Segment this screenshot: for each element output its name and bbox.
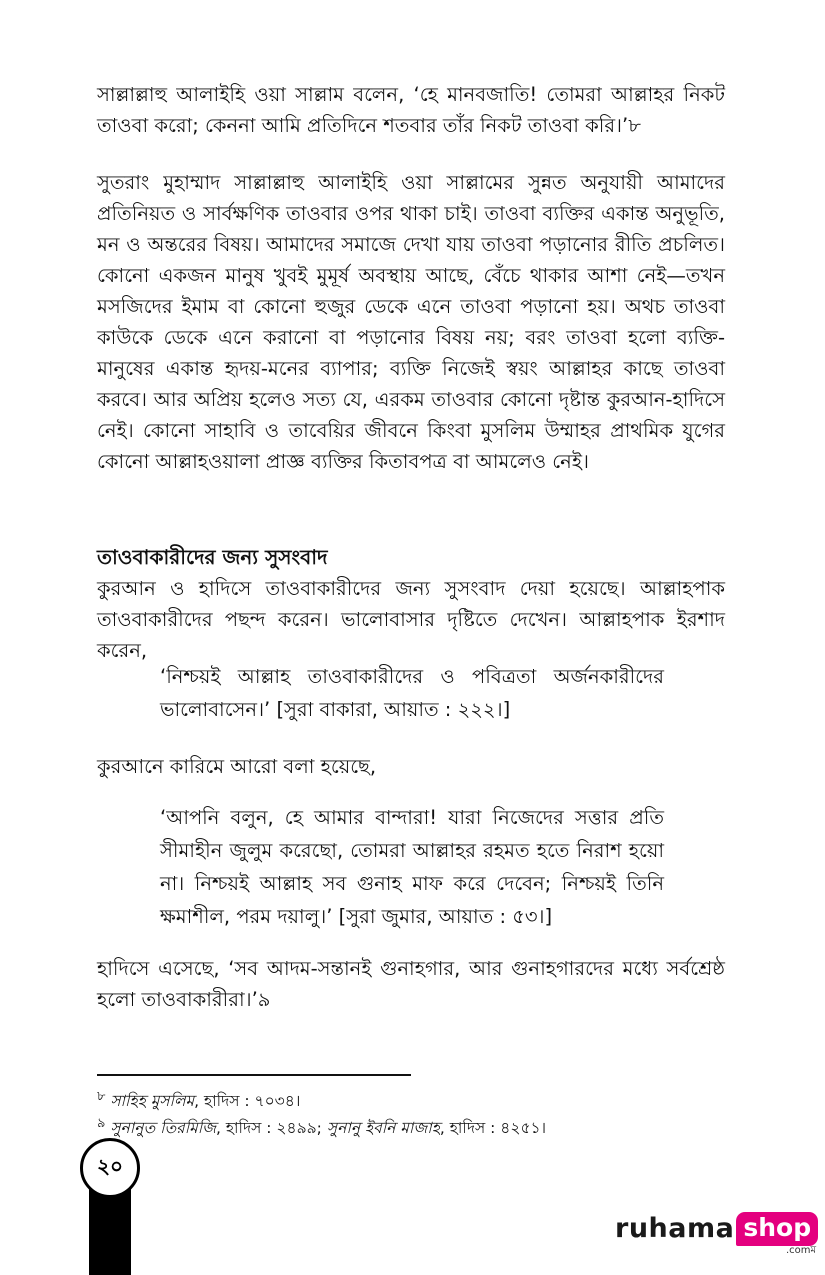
footnote-8-mark: ৮ <box>97 1089 106 1104</box>
paragraph-3: কুরআন ও হাদিসে তাওবাকারীদের জন্য সুসংবাদ দেয়া হয়েছে। আল্লাহপাক তাওবাকারীদের পছন্দ করেন। ভালোবাসার দৃষ্টিতে দেখেন। আল্লাহপাক ইরশাদ করেন, <box>97 577 725 662</box>
footnote-9-source: সুনানুত তিরমিজি <box>110 1119 217 1138</box>
footnote-9-mid: , হাদিস : ২৪৯৯; <box>216 1119 327 1138</box>
paragraph-4: কুরআনে কারিমে আরো বলা হয়েছে, <box>97 755 377 778</box>
paragraph-2: সুতরাং মুহাম্মাদ সাল্লাল্লাহু আলাইহি ওয়া সাল্লামের সুন্নত অনুযায়ী আমাদের প্রতিনিয়ত ও সার্বক্ষণিক তাওবার ওপর থাকা চাই। তাওবা ব্যক্তির একান্ত অনুভূতি, মন ও অন্তরের বিষয়। আমাদের সমাজে দেখা যায় তাওবা পড়ানোর রীতি প্রচলিত। কোনো একজন মানুষ খুবই মুমূর্ষ অবস্থায় আছে, বেঁচে থাকার আশা নেই—তখন মসজিদের ইমাম বা কোনো হুজুর ডেকে এনে তাওবা পড়ানো হয়। অথচ তাওবা কাউকে ডেকে এনে করানো বা পড়ানোর বিষয় নয়; বরং তাওবা হলো ব্যক্তি-মানুষের একান্ত হৃদয়-মনের ব্যাপার; ব্যক্তি নিজেই স্বয়ং আল্লাহর কাছে তাওবা করবে। আর অপ্রিয় হলেও সত্য যে, এরকম তাওবার কোনো দৃষ্টান্ত কুরআন-হাদিসে নেই। কোনো সাহাবি ও তাবেয়ির জীবনে কিংবা মুসলিম উম্মাহর প্রাথমিক যুগের কোনো আল্লাহওয়ালা প্রাজ্ঞ ব্যক্তির কিতাবপত্র বা আমলেও নেই। <box>97 171 725 473</box>
footnote-9-source-2: সুনানু ইবনি মাজাহ <box>326 1119 440 1138</box>
page-number: ২০ <box>80 1138 140 1198</box>
logo-shop-text: shop <box>736 1212 818 1246</box>
footnote-9-rest: , হাদিস : ৪২৫১। <box>439 1119 547 1138</box>
paragraph-1: সাল্লাল্লাহু আলাইহি ওয়া সাল্লাম বলেন, ‘হে মানবজাতি! তোমরা আল্লাহর নিকট তাওবা করো; কেননা আমি প্রতিদিনে শতবার তাঁর নিকট তাওবা করি।’৮ <box>97 83 725 137</box>
logo-domain-text: .comম <box>786 1245 817 1256</box>
ruhama-shop-logo <box>615 1212 818 1262</box>
section-heading: তাওবাকারীদের জন্য সুসংবাদ <box>97 545 328 569</box>
logo-shop-badge <box>736 1212 818 1256</box>
footnote-8-source: সাহিহ মুসলিম <box>110 1092 195 1111</box>
paragraph-5: হাদিসে এসেছে, ‘সব আদম-সন্তানই গুনাহগার, আর গুনাহগারদের মধ্যে সর্বশ্রেষ্ঠ হলো তাওবাকারীরা।’৯ <box>97 957 725 1011</box>
footnote-9 <box>97 1113 725 1139</box>
footnote-9-mark: ৯ <box>97 1116 106 1131</box>
footnote-8-rest: , হাদিস : ৭০৩৪। <box>194 1092 301 1111</box>
footnote-divider <box>97 1074 411 1076</box>
quote-zumar: ‘আপনি বলুন, হে আমার বান্দারা! যারা নিজেদের সত্তার প্রতি সীমাহীন জুলুম করেছো, তোমরা আল্লাহর রহমত হতে নিরাশ হয়ো না। নিশ্চয়ই আল্লাহ সব গুনাহ মাফ করে দেবেন; নিশ্চয়ই তিনি ক্ষমাশীল, পরম দয়ালু।’ [সুরা জুমার, আয়াত : ৫৩।] <box>160 806 664 928</box>
footnote-8 <box>97 1086 725 1112</box>
quote-baqara: ‘নিশ্চয়ই আল্লাহ তাওবাকারীদের ও পবিত্রতা অর্জনকারীদের ভালোবাসেন।’ [সুরা বাকারা, আয়াত : ২২২।] <box>160 665 664 721</box>
logo-brand-text: ruhama <box>615 1213 735 1244</box>
